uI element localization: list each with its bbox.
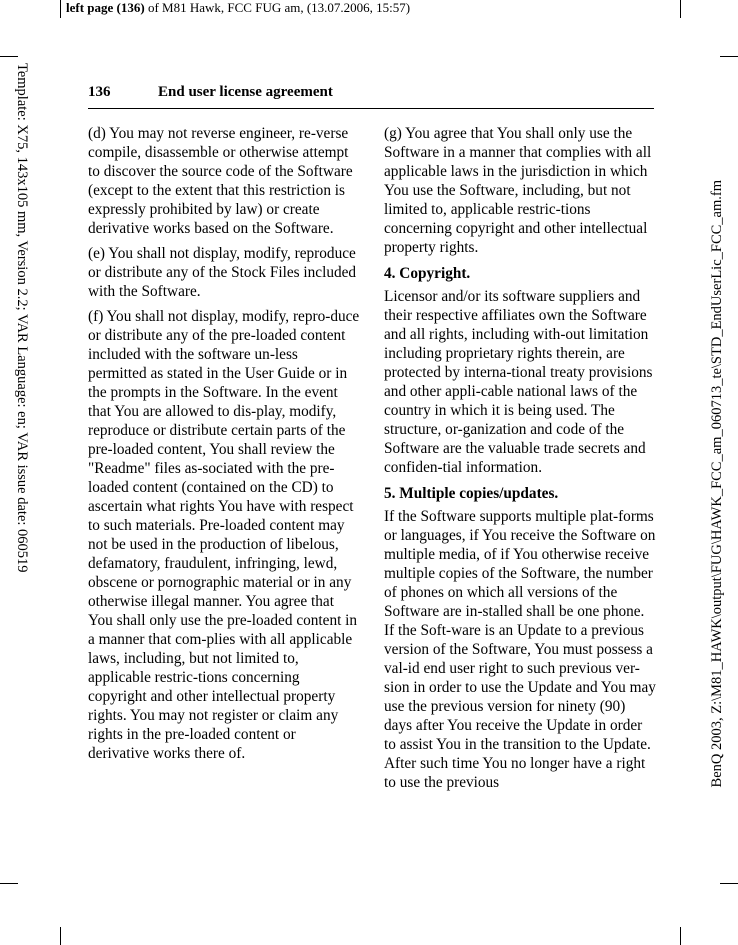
paragraph-e: (e) You shall not display, modify, reproduce or distribute any of the Stock Files included with the Software. (88, 245, 357, 300)
crop-mark-right-bottom (720, 883, 738, 884)
paragraph-d: (d) You may not reverse engineer, re-verse compile, disassemble or otherwise attempt to discover the source code of the Software (except to the extent that this restriction is expressly prohibited by law) or create derivative works based on the Software. (88, 125, 353, 237)
page-number: 136 (88, 84, 111, 100)
heading-multiple-copies: 5. Multiple copies/updates. (384, 485, 559, 502)
crop-mark-left-top (0, 56, 18, 57)
print-header-info: of M81 Hawk, FCC FUG am, (13.07.2006, 15:57) (144, 0, 411, 15)
crop-mark-right-top (720, 56, 738, 57)
print-header-page-label: left page (136) (66, 0, 145, 15)
print-header (66, 0, 410, 16)
crop-mark-bottom-right (680, 927, 681, 945)
heading-copyright: 4. Copyright. (384, 265, 471, 282)
crop-mark-left-bottom (0, 883, 18, 884)
right-column (384, 124, 656, 792)
template-info-vertical: Template: X75, 143x105 mm, Version 2.2; VAR Language: en; VAR issue date: 060519 (14, 63, 30, 573)
paragraph-f: (f) You shall not display, modify, repro-duce or distribute any of the pre-loaded content included with the software un-less permitted as stated in the User Guide or in the prompts in the Software. In the event that You are allowed to dis-play, modify, reproduce or distribute certain parts of the pre-loaded content, You shall review the "Readme" files as-sociated with the pre-loaded content (contained on the CD) to ascertain what rights You have with respect to such materials. Pre-loaded content may not be used in the production of libelous, defamatory, fraudulent, infringing, lewd, obscene or pornographic material or in any otherwise illegal manner. You agree that You shall only use the pre-loaded content in a manner that com-plies with all applicable laws, including, but not limited to, applicable restric-tions concerning copyright and other intellectual property rights. You may not register or claim any rights in the pre-loaded content or derivative works there of. (88, 308, 360, 762)
crop-mark-bottom-left (60, 927, 61, 945)
paragraph-g: (g) You agree that You shall only use the Software in a manner that complies with all applicable laws in the jurisdiction in which You use the Software, including, but not limited to, applicable restric-tions concerning copyright and other intellectual property rights. (384, 125, 652, 256)
running-head (88, 82, 654, 109)
file-path-vertical: BenQ 2003, Z:\M81_HAWK\output\FUG\HAWK_FCC_am_060713_te\STD_EndUserLic_FCC_am.fm (709, 180, 725, 788)
paragraph-copyright: Licensor and/or its software suppliers and their respective affiliates own the Software and all rights, including with-out limitation including proprietary rights therein, are protected by interna-tional treaty provisions and other appli-cable national laws of the country in which it is being used. The structure, or-ganization and code of the Software are the valuable trade secrets and confiden-tial information. (384, 288, 653, 476)
crop-mark-top-left (60, 0, 61, 18)
paragraph-multiple-copies: If the Software supports multiple plat-forms or languages, if You receive the Software on multiple media, of if You otherwise receive multiple copies of the Software, the number of phones on which all versions of the Software are in-stalled shall be one phone. If the Soft-ware is an Update to a previous version of the Software, You must possess a val-id end user right to such previous ver-sion in order to use the Update and You may use the previous version for ninety (90) days after You receive the Update in order to assist You in the transition to the Update. After such time You no longer have a right to use the previous (384, 508, 656, 791)
crop-mark-top-right (680, 0, 681, 18)
section-title: End user license agreement (158, 84, 333, 100)
left-column (88, 124, 360, 769)
